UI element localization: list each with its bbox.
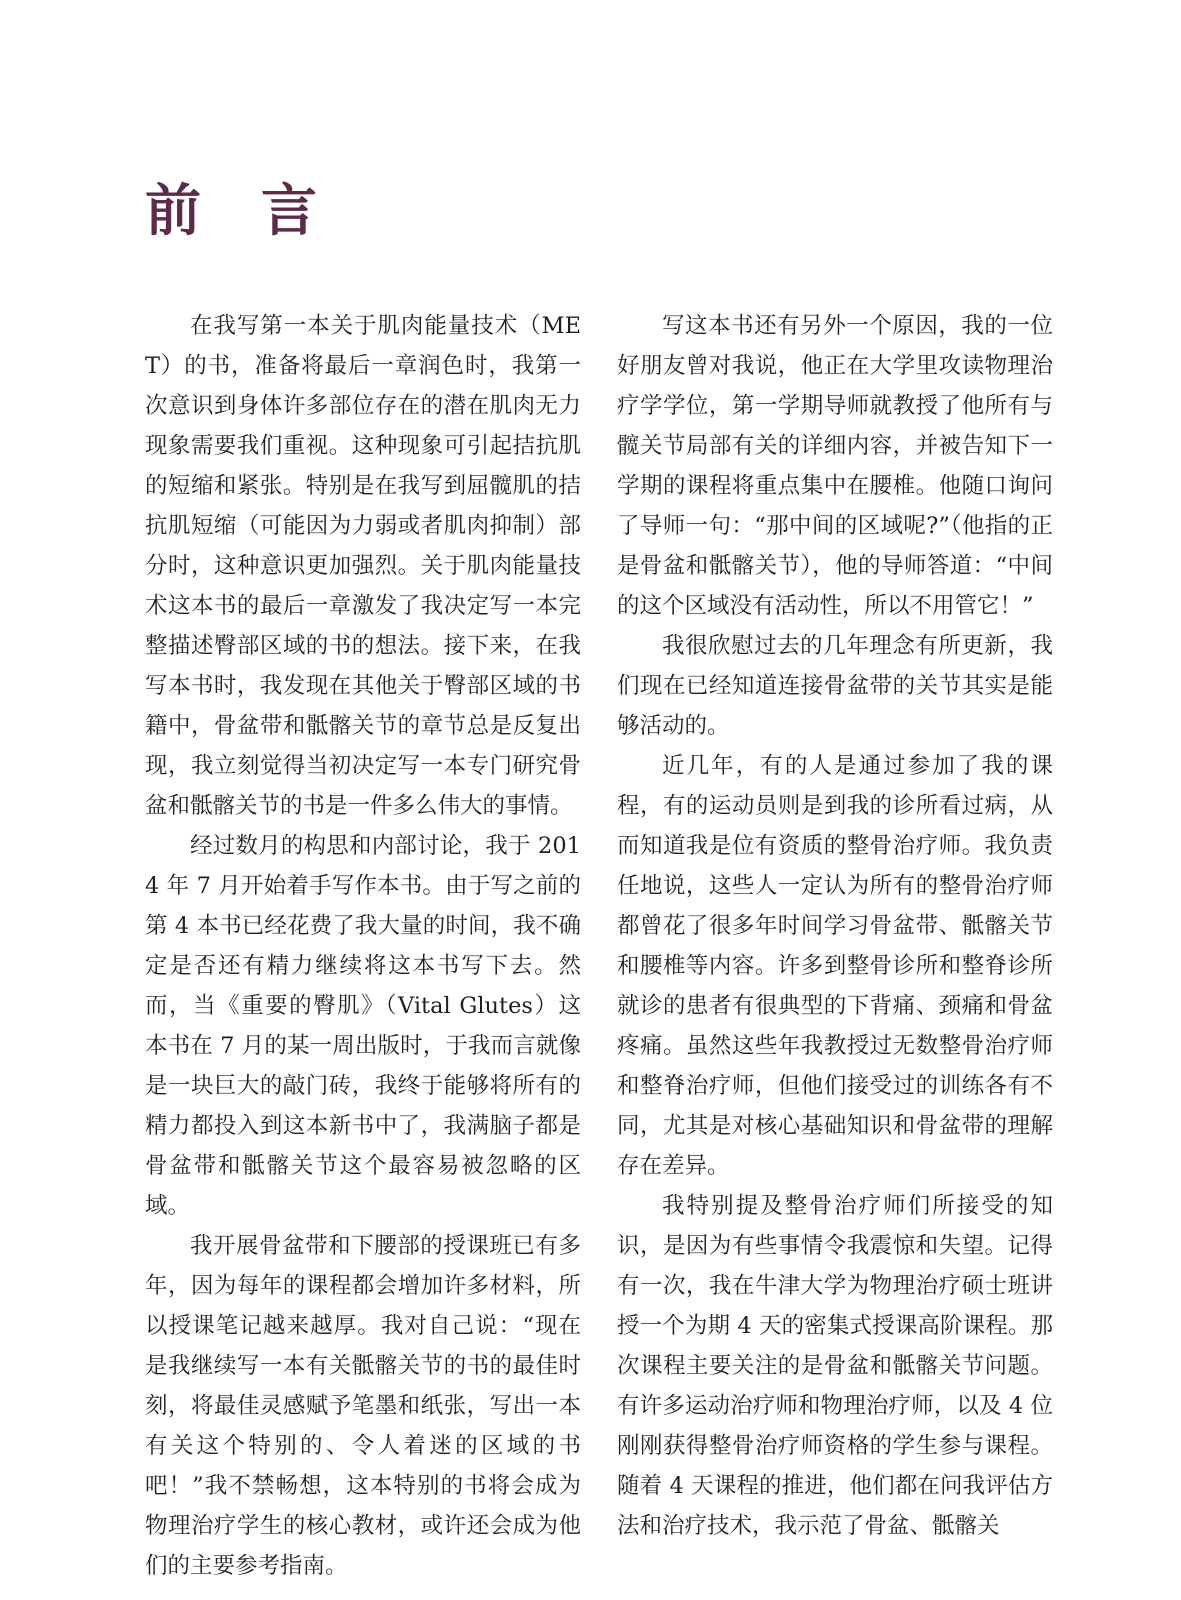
page-title: 前 言: [145, 179, 319, 244]
paragraph: 在我写第一本关于肌肉能量技术（MET）的书，准备将最后一章润色时，我第一次意识到身体许多部位存在的潜在肌肉无力现象需要我们重视。这种现象可引起拮抗肌的短缩和紧张。特别是在我写到屈髋肌的拮抗肌短缩（可能因为力弱或者肌肉抑制）部分时，这种意识更加强烈。关于肌肉能量技术这本书的最后一章激发了我决定写一本完整描述臀部区域的书的想法。接下来，在我写本书时，我发现在其他关于臀部区域的书籍中，骨盆带和骶髂关节的章节总是反复出现，我立刻觉得当初决定写一本专门研究骨盆和骶髂关节的书是一件多么伟大的事情。: [145, 313, 581, 819]
paragraph: 经过数月的构思和内部讨论，我于 2014 年 7 月开始着手写作本书。由于写之前的第 4 本书已经花费了我大量的时间，我不确定是否还有精力继续将这本书写下去。然而，当《重要的臀肌》（Vital Glutes）这本书在 7 月的某一周出版时，于我而言就像是一块巨大的敲门砖，我终于能够将所有的精力都投入到这本新书中了，我满脑子都是骨盆带和骶髂关节这个最容易被忽略的区域。: [145, 833, 581, 1219]
paragraph: 我很欣慰过去的几年理念有所更新，我们现在已经知道连接骨盆带的关节其实是能够活动的。: [617, 633, 1053, 739]
text-columns: [145, 306, 1053, 1586]
paragraph: 写这本书还有另外一个原因，我的一位好朋友曾对我说，他正在大学里攻读物理治疗学学位，第一学期导师就教授了他所有与髋关节局部有关的详细内容，并被告知下一学期的课程将重点集中在腰椎。他随口询问了导师一句：“那中间的区域呢?”（他指的正是骨盆和骶髂关节），他的导师答道：“中间的这个区域没有活动性，所以不用管它！”: [617, 313, 1053, 619]
paragraph: 我开展骨盆带和下腰部的授课班已有多年，因为每年的课程都会增加许多材料，所以授课笔记越来越厚。我对自己说：“现在是我继续写一本有关骶髂关节的书的最佳时刻，将最佳灵感赋予笔墨和纸张，写出一本有关这个特别的、令人着迷的区域的书吧！”我不禁畅想，这本特别的书将会成为物理治疗学生的核心教材，或许还会成为他们的主要参考指南。: [145, 1233, 581, 1579]
paragraph: 我特别提及整骨治疗师们所接受的知识，是因为有些事情令我震惊和失望。记得有一次，我在牛津大学为物理治疗硕士班讲授一个为期 4 天的密集式授课高阶课程。那次课程主要关注的是骨盆和骶髂关节问题。有许多运动治疗师和物理治疗师，以及 4 位刚刚获得整骨治疗师资格的学生参与课程。随着 4 天课程的推进，他们都在问我评估方法和治疗技术，我示范了骨盆、骶髂关: [617, 1193, 1053, 1539]
left-column: [145, 306, 581, 1586]
right-column: [617, 306, 1053, 1586]
paragraph: 近几年，有的人是通过参加了我的课程，有的运动员则是到我的诊所看过病，从而知道我是位有资质的整骨治疗师。我负责任地说，这些人一定认为所有的整骨治疗师都曾花了很多年时间学习骨盆带、骶髂关节和腰椎等内容。许多到整骨诊所和整脊诊所就诊的患者有很典型的下背痛、颈痛和骨盆疼痛。虽然这些年我教授过无数整骨治疗师和整脊治疗师，但他们接受过的训练各有不同，尤其是对核心基础知识和骨盆带的理解存在差异。: [617, 753, 1053, 1179]
